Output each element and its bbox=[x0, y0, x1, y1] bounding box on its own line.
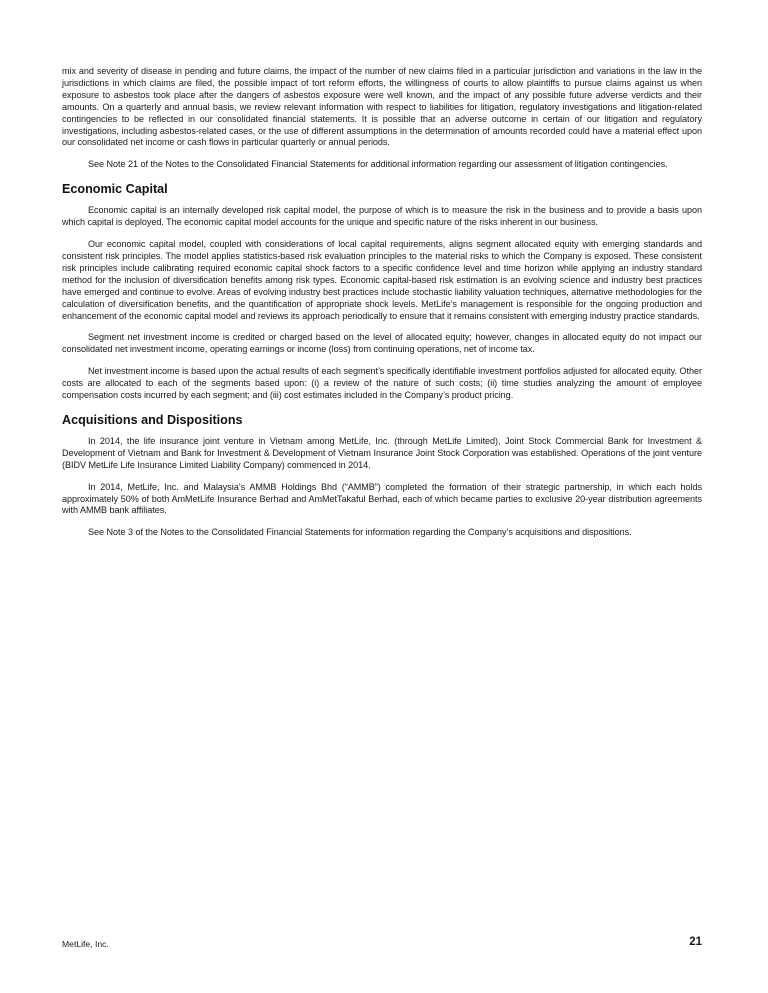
paragraph-net-investment-income-allocation: Net investment income is based upon the actual results of each segment’s specifically identifiable investment portfolios adjusted for allocated equity. Other costs are allocated to each of the segments based upon: (i) a review of the nature of such costs; (ii) time studies analyzing the amount of employee compensation costs incurred by each segment; and (iii) cost estimates included in the Company’s product pricing. bbox=[62, 366, 702, 401]
paragraph-note-3-reference: See Note 3 of the Notes to the Consolidated Financial Statements for information regarding the Company’s acquisitions and dispositions. bbox=[88, 527, 632, 538]
footer-company-name: MetLife, Inc. bbox=[62, 939, 109, 949]
paragraph-note-21-reference: See Note 21 of the Notes to the Consolidated Financial Statements for additional information regarding our assessment of litigation contingencies. bbox=[88, 159, 668, 170]
paragraph-segment-net-investment-income: Segment net investment income is credited or charged based on the level of allocated equity; however, changes in allocated equity do not impact our consolidated net investment income, operating earnings or income (loss) from continuing operations, net of income tax. bbox=[62, 332, 702, 355]
paragraph-litigation-continued: mix and severity of disease in pending and future claims, the impact of the number of new claims filed in a particular jurisdiction and variations in the law in the jurisdictions in which claims are filed, the possible impact of tort reform efforts, the willingness of courts to allow plaintiffs to pursue claims against us when exposure to asbestos took place after the dangers of asbestos exposure were well known, and the impact of any possible future adverse verdicts and their amounts. On a quarterly and annual basis, we review relevant information with respect to liabilities for litigation, regulatory investigations and litigation-related contingencies to be reflected in our consolidated financial statements. It is possible that an adverse outcome in certain of our litigation and regulatory investigations, including asbestos-related cases, or the use of different assumptions in the determination of amounts recorded could have a material effect upon our consolidated net income or cash flows in particular quarterly or annual periods. bbox=[62, 66, 702, 148]
paragraph-vietnam-joint-venture: In 2014, the life insurance joint venture in Vietnam among MetLife, Inc. (through MetLife Limited), Joint Stock Commercial Bank for Investment & Development of Vietnam and Bank for Investment & Development of Vietnam Insurance Joint Stock Corporation was established. Operations of the joint venture (BIDV MetLife Life Insurance Limited Liability Company) commenced in 2014. bbox=[62, 435, 702, 470]
document-body bbox=[62, 66, 702, 549]
paragraph-economic-capital-model: Our economic capital model, coupled with considerations of local capital requirements, aligns segment allocated equity with emerging standards and consistent risk principles. The model applies statistics-based risk evaluation principles to the material risks to which the Company is exposed. These consistent risk principles include calibrating required economic capital shock factors to a specific confidence level and time horizon while applying an industry standard method for the inclusion of diversification benefits among risk types. Economic capital-based risk estimation is an evolving science and industry best practices have emerged and continue to evolve. Areas of evolving industry best practices include stochastic liability valuation techniques, alternative methodologies for the calculation of diversification benefits, and the quantification of appropriate shock levels. MetLife’s management is responsible for the ongoing production and enhancement of the economic capital model and reviews its approach periodically to ensure that it remains consistent with emerging industry practice standards. bbox=[62, 239, 702, 321]
section-heading-acquisitions: Acquisitions and Dispositions bbox=[62, 412, 243, 427]
page-number: 21 bbox=[689, 936, 702, 948]
paragraph-ammb-partnership: In 2014, MetLife, Inc. and Malaysia’s AMMB Holdings Bhd (“AMMB”) completed the formation of their strategic partnership, in which each holds approximately 50% of both AmMetLife Insurance Berhad and AmMetTakaful Berhad, each of which became parties to exclusive 20-year distribution agreements with AMMB bank affiliates. bbox=[62, 481, 702, 516]
paragraph-economic-capital-definition: Economic capital is an internally developed risk capital model, the purpose of which is to measure the risk in the business and to provide a basis upon which capital is deployed. The economic capital model accounts for the unique and specific nature of the risks inherent in our business. bbox=[62, 205, 702, 228]
section-heading-economic-capital: Economic Capital bbox=[62, 182, 168, 197]
